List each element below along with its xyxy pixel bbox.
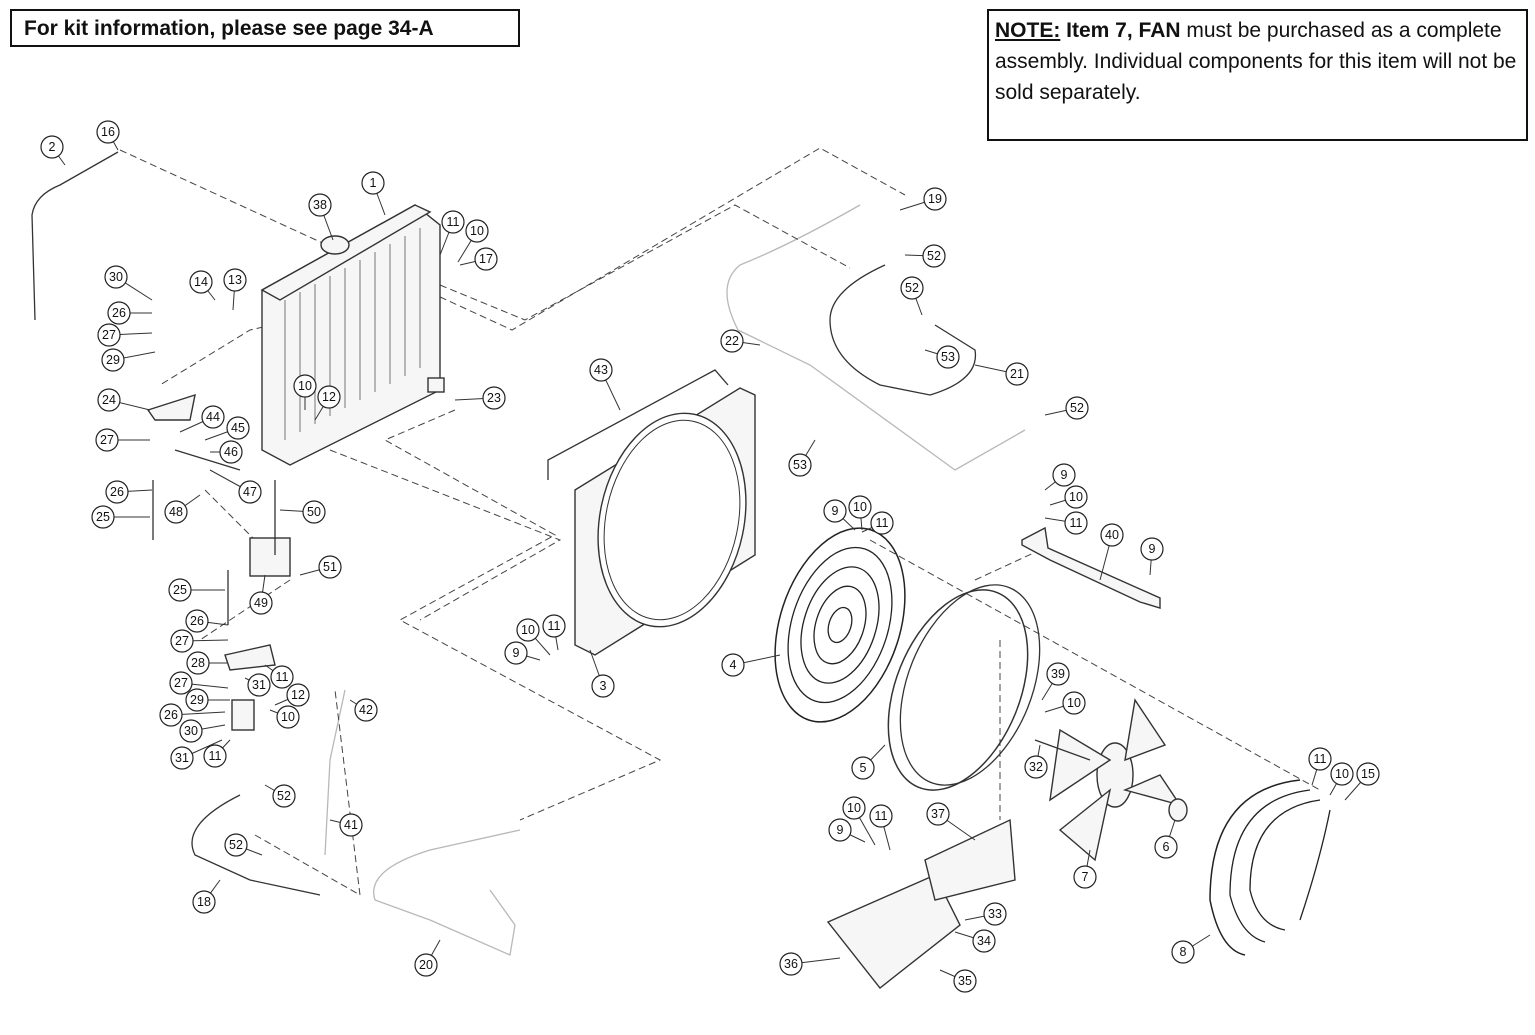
callout-c-11g <box>1065 512 1087 534</box>
callout-c-3 <box>592 675 614 697</box>
callout-number: 37 <box>931 807 945 821</box>
callout-c-40 <box>1101 524 1123 546</box>
callout-number: 53 <box>941 350 955 364</box>
callout-c-46 <box>220 441 242 463</box>
callout-number: 10 <box>853 500 867 514</box>
callout-number: 46 <box>224 445 238 459</box>
callout-number: 1 <box>369 176 377 190</box>
callout-c-18 <box>193 891 215 913</box>
callout-number: 34 <box>977 934 991 948</box>
callout-number: 10 <box>521 623 535 637</box>
callout-c-13 <box>224 269 246 291</box>
callout-c-14 <box>190 271 212 293</box>
callout-c-8 <box>1172 941 1194 963</box>
callout-number: 11 <box>547 619 561 633</box>
callout-c-52e <box>225 834 247 856</box>
callout-number: 27 <box>175 634 189 648</box>
callout-c-35 <box>954 970 976 992</box>
callout-number: 5 <box>859 761 867 775</box>
shroud-item-3 <box>548 370 765 655</box>
callout-c-16 <box>97 121 119 143</box>
callout-c-10f <box>843 797 865 819</box>
callout-c-37 <box>927 803 949 825</box>
callout-c-27b <box>96 429 118 451</box>
callout-number: 27 <box>100 433 114 447</box>
callout-number: 50 <box>307 505 321 519</box>
callout-c-11d <box>870 805 892 827</box>
callout-c-10a <box>294 375 316 397</box>
callout-c-9a <box>824 500 846 522</box>
callout-c-10h <box>277 706 299 728</box>
callout-number: 23 <box>487 391 501 405</box>
callout-c-9c <box>505 642 527 664</box>
callout-number: 8 <box>1179 945 1187 959</box>
callout-number: 39 <box>1051 667 1065 681</box>
callout-number: 51 <box>323 560 337 574</box>
note-item: Item 7, FAN <box>1066 19 1181 42</box>
callout-number: 16 <box>101 125 115 139</box>
callout-number: 38 <box>313 198 327 212</box>
callout-number: 52 <box>927 249 941 263</box>
callout-number: 52 <box>905 281 919 295</box>
callout-c-30b <box>180 720 202 742</box>
callout-number: 25 <box>173 583 187 597</box>
callout-number: 30 <box>184 724 198 738</box>
callout-number: 32 <box>1029 760 1043 774</box>
callout-number: 53 <box>793 458 807 472</box>
callout-number: 11 <box>1069 516 1083 530</box>
radiator-item-1 <box>262 205 444 465</box>
callout-number: 12 <box>291 688 305 702</box>
callout-number: 36 <box>784 957 798 971</box>
callout-number: 52 <box>277 789 291 803</box>
callout-number: 10 <box>281 710 295 724</box>
callout-number: 17 <box>479 252 493 266</box>
callout-number: 26 <box>110 485 124 499</box>
callout-c-12b <box>287 684 309 706</box>
callout-c-52a <box>923 245 945 267</box>
callout-number: 7 <box>1081 870 1089 884</box>
callout-c-12a <box>318 386 340 408</box>
callout-number: 22 <box>725 334 739 348</box>
callout-number: 21 <box>1010 367 1024 381</box>
callout-number: 9 <box>836 823 844 837</box>
callout-c-21 <box>1006 363 1028 385</box>
callout-c-2 <box>41 136 63 158</box>
callout-number: 4 <box>729 658 737 672</box>
callout-number: 52 <box>229 838 243 852</box>
callout-c-41 <box>340 814 362 836</box>
callout-c-36 <box>780 953 802 975</box>
callout-number: 47 <box>243 485 257 499</box>
callout-c-42 <box>355 699 377 721</box>
callout-c-52b <box>901 277 923 299</box>
callout-c-9b <box>1141 538 1163 560</box>
callout-c-39 <box>1047 663 1069 685</box>
callout-number: 20 <box>419 958 433 972</box>
callout-c-11a <box>442 211 464 233</box>
callout-number: 10 <box>470 224 484 238</box>
callout-number: 29 <box>190 693 204 707</box>
callout-c-7 <box>1074 866 1096 888</box>
callout-c-23 <box>483 387 505 409</box>
callout-c-20 <box>415 954 437 976</box>
callout-number: 27 <box>174 676 188 690</box>
callout-c-31b <box>171 747 193 769</box>
callout-number: 19 <box>928 192 942 206</box>
callout-number: 33 <box>988 907 1002 921</box>
callout-number: 10 <box>1069 490 1083 504</box>
callout-c-25a <box>92 506 114 528</box>
callout-c-26a <box>108 302 130 324</box>
callout-number: 43 <box>594 363 608 377</box>
callout-c-24 <box>98 389 120 411</box>
callout-c-32 <box>1025 756 1047 778</box>
callout-c-49 <box>250 592 272 614</box>
callout-number: 11 <box>208 749 222 763</box>
callout-number: 30 <box>109 270 123 284</box>
guard-item-8 <box>1210 780 1330 955</box>
callout-c-33 <box>984 903 1006 925</box>
callout-c-34 <box>973 930 995 952</box>
callout-number: 41 <box>344 818 358 832</box>
callout-c-38 <box>309 194 331 216</box>
callout-c-11e <box>271 666 293 688</box>
callout-c-6 <box>1155 836 1177 858</box>
callout-c-48 <box>165 501 187 523</box>
note-text: must be purchased as a complete assembly. Individual components for this item will not be sold separately. <box>995 19 1517 104</box>
callout-number: 6 <box>1162 840 1170 854</box>
callout-c-10c <box>849 496 871 518</box>
callout-c-47 <box>239 481 261 503</box>
callout-number: 18 <box>197 895 211 909</box>
callout-c-31a <box>248 674 270 696</box>
callout-c-9e <box>1053 464 1075 486</box>
callout-c-44 <box>202 406 224 428</box>
callout-number: 26 <box>164 708 178 722</box>
callout-c-22 <box>721 330 743 352</box>
callout-c-10i <box>1331 763 1353 785</box>
callout-number: 10 <box>1335 767 1349 781</box>
callout-c-29b <box>186 689 208 711</box>
callout-number: 25 <box>96 510 110 524</box>
note-label: NOTE: <box>995 19 1061 42</box>
callout-number: 9 <box>831 504 839 518</box>
callout-number: 49 <box>254 596 268 610</box>
callout-c-29a <box>102 349 124 371</box>
callout-c-10b <box>466 220 488 242</box>
callout-c-10d <box>517 619 539 641</box>
callout-number: 9 <box>512 646 520 660</box>
callout-c-28 <box>187 652 209 674</box>
callout-c-51 <box>319 556 341 578</box>
callout-c-17 <box>475 248 497 270</box>
callout-c-27c <box>171 630 193 652</box>
callout-c-45 <box>227 417 249 439</box>
callout-number: 24 <box>102 393 116 407</box>
callout-number: 11 <box>275 670 289 684</box>
callout-number: 10 <box>1067 696 1081 710</box>
callout-number: 9 <box>1148 542 1156 556</box>
callout-c-26d <box>160 704 182 726</box>
callout-c-4 <box>722 654 744 676</box>
callout-c-50 <box>303 501 325 523</box>
callout-number: 10 <box>847 801 861 815</box>
callout-number: 28 <box>191 656 205 670</box>
callout-number: 44 <box>206 410 220 424</box>
callout-c-9d <box>829 819 851 841</box>
callout-number: 12 <box>322 390 336 404</box>
callout-c-11h <box>204 745 226 767</box>
callout-number: 11 <box>446 215 460 229</box>
callout-number: 11 <box>874 809 888 823</box>
kit-info-text: For kit information, please see page 34-A <box>24 17 434 40</box>
callout-number: 40 <box>1105 528 1119 542</box>
callout-c-43 <box>590 359 612 381</box>
tube-item-2 <box>32 152 118 320</box>
callout-c-53a <box>937 346 959 368</box>
callout-number: 9 <box>1060 468 1068 482</box>
callout-number: 2 <box>48 140 56 154</box>
callout-c-11b <box>871 512 893 534</box>
callout-number: 42 <box>359 703 373 717</box>
callout-number: 11 <box>875 516 889 530</box>
callout-number: 11 <box>1313 752 1327 766</box>
callout-number: 35 <box>958 974 972 988</box>
callout-c-19 <box>924 188 946 210</box>
callout-c-5 <box>852 757 874 779</box>
callout-c-52d <box>273 785 295 807</box>
callout-number: 27 <box>102 328 116 342</box>
callout-number: 15 <box>1361 767 1375 781</box>
callout-c-11c <box>543 615 565 637</box>
callout-c-27a <box>98 324 120 346</box>
callout-number: 31 <box>175 751 189 765</box>
callout-c-1 <box>362 172 384 194</box>
callout-c-53b <box>789 454 811 476</box>
callout-c-26b <box>106 481 128 503</box>
callout-number: 14 <box>194 275 208 289</box>
callout-c-52c <box>1066 397 1088 419</box>
callout-number: 26 <box>190 614 204 628</box>
callout-c-10g <box>1065 486 1087 508</box>
callout-number: 31 <box>252 678 266 692</box>
callout-c-27d <box>170 672 192 694</box>
callout-c-11f <box>1309 748 1331 770</box>
callout-c-30a <box>105 266 127 288</box>
callout-c-26c <box>186 610 208 632</box>
callout-number: 26 <box>112 306 126 320</box>
callout-number: 45 <box>231 421 245 435</box>
callout-number: 13 <box>228 273 242 287</box>
callout-number: 29 <box>106 353 120 367</box>
callout-number: 3 <box>599 679 607 693</box>
callout-c-15 <box>1357 763 1379 785</box>
callout-c-25b <box>169 579 191 601</box>
callout-c-10e <box>1063 692 1085 714</box>
callout-number: 48 <box>169 505 183 519</box>
callout-number: 52 <box>1070 401 1084 415</box>
callout-number: 10 <box>298 379 312 393</box>
